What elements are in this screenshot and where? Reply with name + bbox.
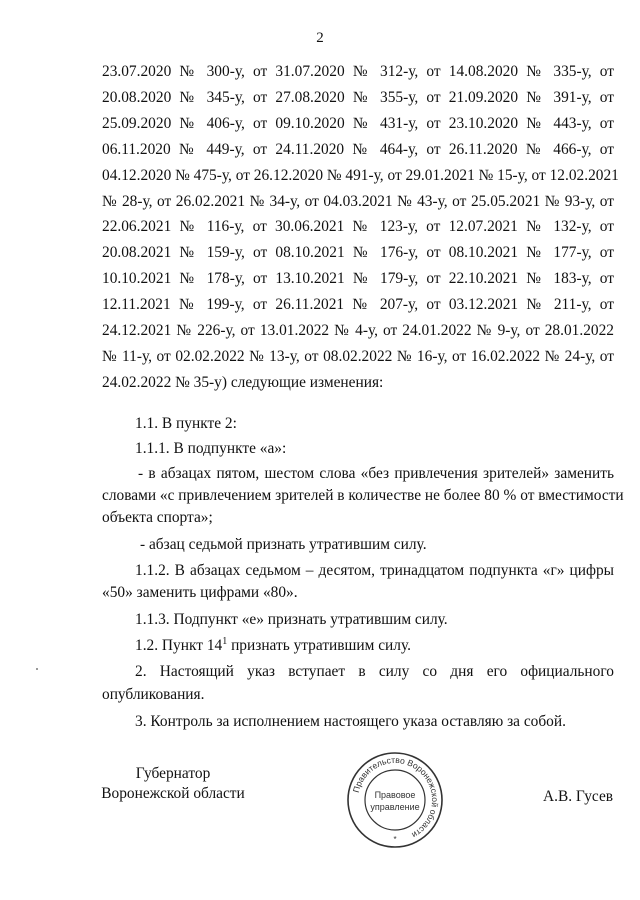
signatory-name: А.В. Гусев — [543, 788, 614, 805]
stamp-center-line-1: Правовое — [374, 790, 416, 800]
body-line: 25.09.2020 № 406-у, от 09.10.2020 № 431-у, от 23.10.2020 № 443-у, от — [102, 114, 614, 132]
body-line: 10.10.2021 № 178-у, от 13.10.2021 № 179-у, от 22.10.2021 № 183-у, от — [102, 270, 614, 288]
body-line: № 28-у, от 26.02.2021 № 34-у, от 04.03.2021 № 43-у, от 25.05.2021 № 93-у, от — [102, 192, 614, 210]
dash-item-1-line-1: - в абзацах пятом, шестом слова «без привлечения зрителей» заменить — [138, 465, 614, 482]
item-1-1-2-line-1: 1.1.2. В абзацах седьмом – десятом, тринадцатом подпункта «г» цифры — [135, 562, 614, 579]
item-1-2-superscript: 1 — [222, 635, 228, 647]
body-line: 12.11.2021 № 199-у, от 26.11.2021 № 207-у, от 03.12.2021 № 211-у, от — [102, 296, 614, 314]
stamp-star-icon: * — [393, 835, 397, 844]
item-1-1-2-line-2: «50» заменить цифрами «80». — [102, 584, 298, 601]
page-number: 2 — [316, 30, 324, 46]
signatory-title — [98, 764, 248, 804]
body-line: 20.08.2021 № 159-у, от 08.10.2021 № 176-у, от 08.10.2021 № 177-у, от — [102, 244, 614, 262]
item-1-1-1: 1.1.1. В подпункте «а»: — [135, 440, 287, 457]
signatory-title-line-2: Воронежской области — [101, 785, 245, 802]
item-2-line-1: 2. Настоящий указ вступает в силу со дня его официального — [135, 663, 614, 680]
signatory-title-line-1: Губернатор — [135, 765, 211, 782]
dash-item-2: - абзац седьмой признать утратившим силу. — [140, 536, 427, 553]
item-1-1: 1.1. В пункте 2: — [135, 415, 237, 432]
official-stamp — [345, 750, 445, 850]
body-line: 20.08.2020 № 345-у, от 27.08.2020 № 355-у, от 21.09.2020 № 391-у, от — [102, 88, 614, 106]
stamp-center-line-2: управление — [370, 802, 420, 812]
item-2-line-2: опубликования. — [102, 686, 205, 703]
item-1-2-prefix: 1.2. Пункт 14 — [135, 637, 223, 654]
stamp-ring-text: Правительство Воронежской области — [350, 754, 441, 841]
item-1-2-suffix: признать утратившим силу. — [227, 637, 411, 654]
stamp-outer-ring — [348, 753, 442, 847]
stamp-inner-ring — [365, 770, 425, 830]
body-line: 06.11.2020 № 449-у, от 24.11.2020 № 464-у, от 26.11.2020 № 466-у, от — [102, 140, 614, 158]
item-1-2 — [135, 636, 640, 656]
body-line: 22.06.2021 № 116-у, от 30.06.2021 № 123-у, от 12.07.2021 № 132-у, от — [102, 218, 614, 236]
body-line: 24.12.2021 № 226-у, от 13.01.2022 № 4-у, от 24.01.2022 № 9-у, от 28.01.2022 — [102, 322, 614, 339]
scan-speck — [36, 668, 38, 670]
dash-item-1-line-3: объекта спорта»; — [102, 509, 213, 526]
body-line: 24.02.2022 № 35-у) следующие изменения: — [102, 373, 384, 391]
item-1-1-3: 1.1.3. Подпункт «е» признать утратившим силу. — [135, 611, 448, 628]
body-line: 04.12.2020 № 475-у, от 26.12.2020 № 491-у, от 29.01.2021 № 15-у, от 12.02.2021 — [102, 166, 619, 184]
body-line: № 11-у, от 02.02.2022 № 13-у, от 08.02.2022 № 16-у, от 16.02.2022 № 24-у, от — [102, 347, 614, 365]
item-3: 3. Контроль за исполнением настоящего указа оставляю за собой. — [135, 713, 566, 730]
body-line: 23.07.2020 № 300-у, от 31.07.2020 № 312-у, от 14.08.2020 № 335-у, от — [102, 63, 614, 80]
dash-item-1-line-2: словами «с привлечением зрителей в количестве не более 80 % от вместимости — [102, 487, 624, 504]
